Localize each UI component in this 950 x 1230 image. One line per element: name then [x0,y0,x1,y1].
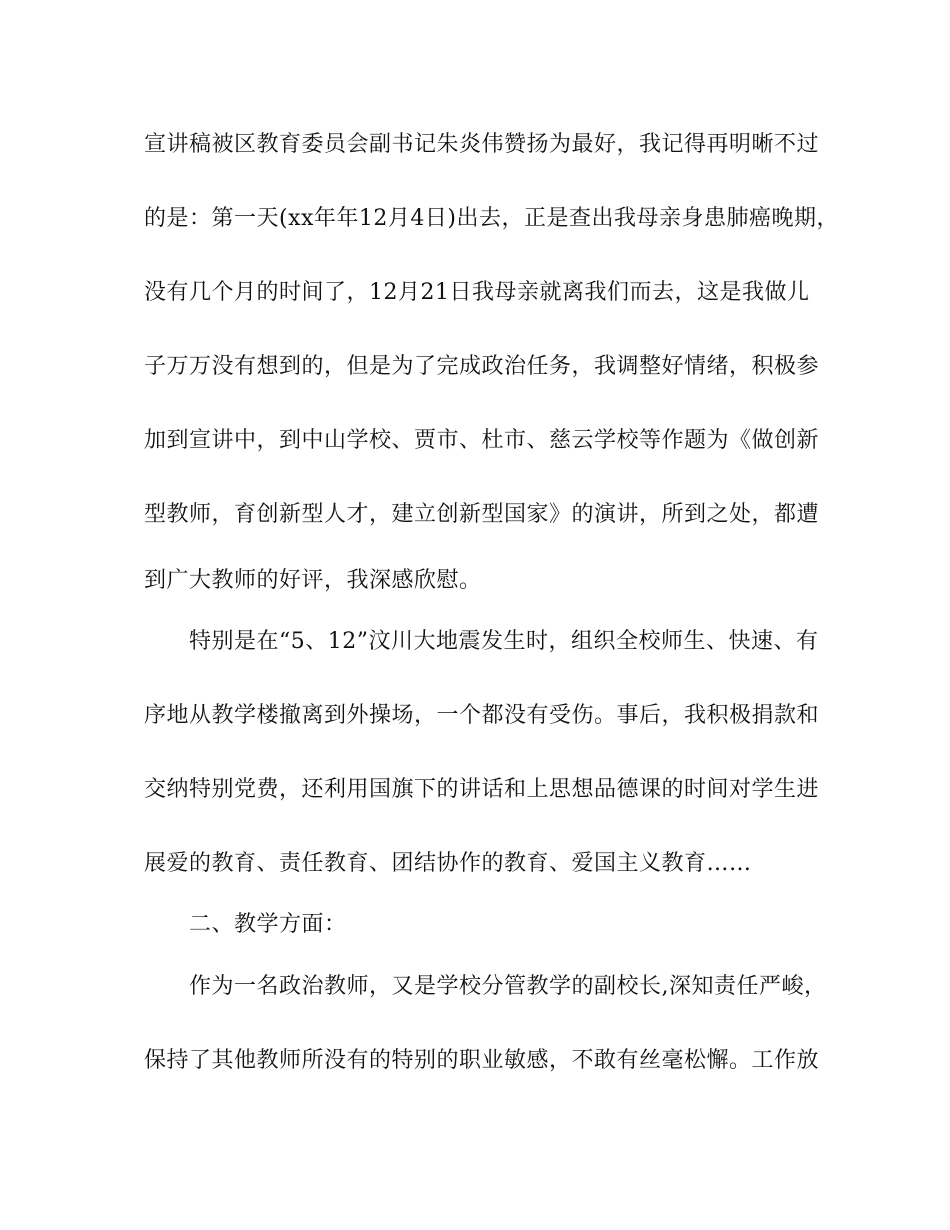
text-line: 序地从教学楼撤离到外操场，一个都没有受伤。事后，我积极捐款和 [144,703,820,728]
text-line: 没有几个月的时间了，12月21日我母亲就离我们而去，这是我做儿 [144,280,810,305]
text-line: 子万万没有想到的，但是为了完成政治任务，我调整好情绪，积极参 [144,354,820,379]
text-line: 保持了其他教师所没有的特别的职业敏感，不敢有丝毫松懈。工作放 [144,1048,820,1073]
text-line: 的是：第一天(xx年年12月4日)出去，正是查出我母亲身患肺癌晚期， [144,206,839,231]
text-line: 宣讲稿被区教育委员会副书记朱炎伟赞扬为最好，我记得再明晰不过 [144,132,820,157]
paragraph-first-line: 作为一名政治教师，又是学校分管教学的副校长,深知责任严峻， [189,974,827,999]
text-line: 交纳特别党费，还利用国旗下的讲话和上思想品德课的时间对学生进 [144,777,820,802]
text-line: 加到宣讲中，到中山学校、贾市、杜市、慈云学校等作题为《做创新 [144,428,820,453]
text-line: 到广大教师的好评，我深感欣慰。 [144,568,482,593]
paragraph-first-line: 特别是在“5、12”汶川大地震发生时，组织全校师生、快速、有 [189,629,819,654]
text-line: 展爱的教育、责任教育、团结协作的教育、爱国主义教育…… [144,851,752,876]
text-line: 型教师，育创新型人才，建立创新型国家》的演讲，所到之处，都遭 [144,502,820,527]
section-heading: 二、教学方面： [189,912,347,937]
